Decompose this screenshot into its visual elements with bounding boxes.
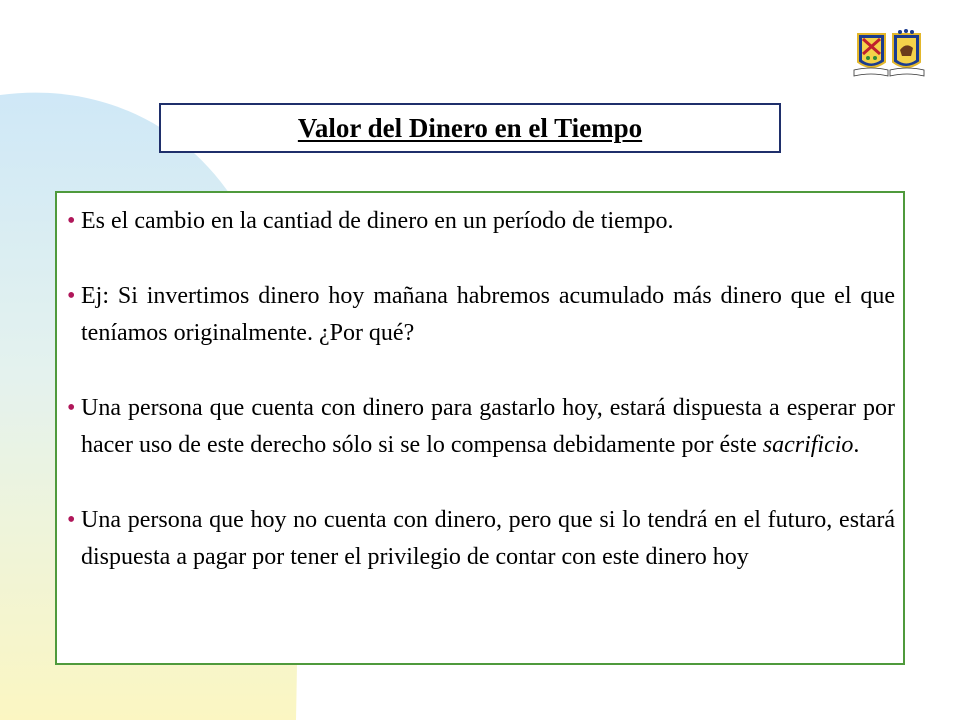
slide-title: Valor del Dinero en el Tiempo	[297, 112, 643, 143]
bullet-icon: •	[67, 506, 76, 533]
bullet-icon: •	[67, 394, 76, 421]
paragraph-text: Una persona que cuenta con dinero para gastarlo hoy, estará dispuesta a esperar por hacer uso de este derecho sólo si se lo compensa debidamente por éste	[81, 394, 895, 458]
bullet-paragraph-2	[65, 278, 895, 353]
emphasis-text: sacrificio	[762, 432, 854, 458]
content-box	[55, 191, 905, 665]
paragraph-text: Ej: Si invertimos dinero hoy mañana habremos acumulado más dinero que el que teníamos originalmente. ¿Por qué?	[81, 282, 895, 346]
bullet-paragraph-4	[65, 502, 895, 577]
title-box	[159, 103, 781, 153]
bullet-icon: •	[67, 282, 76, 309]
bullet-paragraph-1	[65, 203, 895, 241]
paragraph-text: Una persona que hoy no cuenta con dinero, pero que si lo tendrá en el futuro, estará dispuesta a pagar por tener el privilegio de contar con este dinero hoy	[81, 506, 895, 570]
bullet-paragraph-3	[65, 390, 895, 465]
paragraph-text: Es el cambio en la cantiad de dinero en un período de tiempo.	[81, 208, 674, 234]
paragraph-tail: .	[853, 432, 860, 458]
university-crest-icon	[852, 28, 926, 84]
bullet-icon: •	[67, 208, 76, 234]
